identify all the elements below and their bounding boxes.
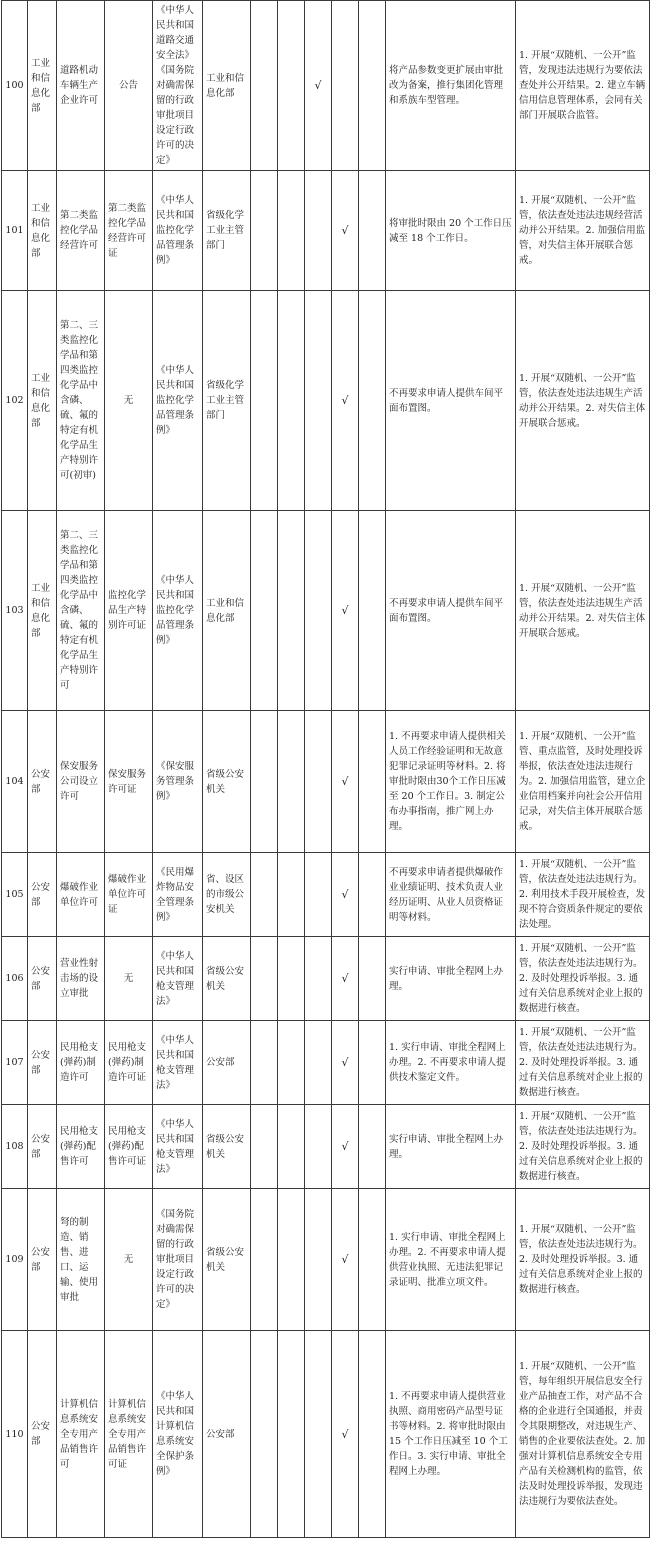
legal-basis-cell: 《中华人民共和国枪支管理法》 xyxy=(153,937,203,1021)
supervision-measure-cell: 1. 开展“双随机、一公开”监管，依法查处违法违规行为。2. 利用技术手段开展检查，发现不符合资质条件规定的要依法处理。 xyxy=(516,853,650,937)
reform-mode-empty-cell xyxy=(278,1105,305,1189)
department-cell: 工业和信息化部 xyxy=(28,291,57,511)
reform-mode-empty-cell xyxy=(251,937,278,1021)
reform-mode-check-mark: √ xyxy=(332,291,359,511)
supervision-measure-cell: 1. 开展“双随机、一公开”监管，每年组织开展信息安全行业产品抽查工作，对产品不合格的企业进行全国通报，并责令其限期整改，对违规生产、销售的企业要依法查处。2. 加强对计算机信息系统安全专用产品有关检测机构的监管，依法及时处理投诉举报，发现违法违规行为要依法查处。 xyxy=(516,1331,650,1538)
reform-mode-empty-cell xyxy=(305,1331,332,1538)
reform-mode-empty-cell xyxy=(359,171,386,291)
certificate-cell: 公告 xyxy=(105,1,153,171)
approval-authority-cell: 省级公安机关 xyxy=(203,1105,251,1189)
reform-mode-check-mark: √ xyxy=(332,1331,359,1538)
reform-mode-empty-cell xyxy=(251,1105,278,1189)
row-number: 110 xyxy=(2,1331,28,1538)
row-number: 105 xyxy=(2,853,28,937)
reform-mode-empty-cell xyxy=(305,711,332,853)
reform-mode-empty-cell xyxy=(332,1,359,171)
department-cell: 公安部 xyxy=(28,937,57,1021)
table-row xyxy=(2,511,650,711)
approval-authority-cell: 省级化学工业主管部门 xyxy=(203,291,251,511)
approval-authority-cell: 省、设区的市级公安机关 xyxy=(203,853,251,937)
reform-mode-empty-cell xyxy=(359,511,386,711)
table-row xyxy=(2,1021,650,1105)
reform-mode-empty-cell xyxy=(359,937,386,1021)
permit-item-cell: 计算机信息系统安全专用产品销售许可 xyxy=(57,1331,105,1538)
reform-mode-empty-cell xyxy=(278,171,305,291)
table-body xyxy=(2,1,650,1538)
reform-mode-empty-cell xyxy=(251,1331,278,1538)
reform-mode-empty-cell xyxy=(251,853,278,937)
table-row xyxy=(2,853,650,937)
approval-authority-cell: 工业和信息化部 xyxy=(203,511,251,711)
legal-basis-cell: 《保安服务管理条例》 xyxy=(153,711,203,853)
reform-measure-cell: 将产品参数变更扩展由审批改为备案，推行集团化管理和系族车型管理。 xyxy=(386,1,516,171)
reform-mode-empty-cell xyxy=(305,937,332,1021)
table-row xyxy=(2,1105,650,1189)
permit-item-cell: 第二、三类监控化学品和第四类监控化学品中含磷、硫、氟的特定有机化学品生产特别许可 xyxy=(57,511,105,711)
reform-mode-empty-cell xyxy=(278,1331,305,1538)
reform-mode-empty-cell xyxy=(251,1189,278,1331)
department-cell: 工业和信息化部 xyxy=(28,511,57,711)
reform-mode-empty-cell xyxy=(278,937,305,1021)
permit-item-cell: 第二类监控化学品经营许可 xyxy=(57,171,105,291)
table-row xyxy=(2,291,650,511)
supervision-measure-cell: 1. 开展“双随机、一公开”监管，依法查处违法违规行为。2. 及时处理投诉举报。3. 通过有关信息系统对企业上报的数据进行核查。 xyxy=(516,1189,650,1331)
reform-mode-empty-cell xyxy=(359,1,386,171)
table-row xyxy=(2,711,650,853)
reform-mode-empty-cell xyxy=(305,511,332,711)
approval-authority-cell: 省级公安机关 xyxy=(203,711,251,853)
row-number: 109 xyxy=(2,1189,28,1331)
permit-item-cell: 爆破作业单位许可 xyxy=(57,853,105,937)
reform-measure-cell: 不再要求申请人提供车间平面布置图。 xyxy=(386,291,516,511)
table-row xyxy=(2,937,650,1021)
reform-mode-check-mark: √ xyxy=(332,711,359,853)
supervision-measure-cell: 1. 开展“双随机、一公开”监管，依法查处违法违规生产活动并公开结果。2. 对失信主体开展联合惩戒。 xyxy=(516,511,650,711)
row-number: 103 xyxy=(2,511,28,711)
reform-mode-check-mark: √ xyxy=(332,937,359,1021)
reform-mode-empty-cell xyxy=(305,1189,332,1331)
reform-measure-cell: 不再要求申请者提供爆破作业业绩证明、技术负责人业经历证明、从业人员资格证明等材料。 xyxy=(386,853,516,937)
reform-mode-check-mark: √ xyxy=(332,171,359,291)
row-number: 107 xyxy=(2,1021,28,1105)
permit-item-cell: 民用枪支(弹药)制造许可 xyxy=(57,1021,105,1105)
reform-mode-empty-cell xyxy=(359,1105,386,1189)
reform-mode-empty-cell xyxy=(359,711,386,853)
supervision-measure-cell: 1. 开展“双随机、一公开”监管、重点监管，及时处理投诉举报，依法查处违法违规行为。2. 加强信用监管，建立企业信用档案并向社会公开信用记录，对失信主体开展联合惩戒。 xyxy=(516,711,650,853)
row-number: 100 xyxy=(2,1,28,171)
reform-mode-empty-cell xyxy=(278,853,305,937)
reform-mode-empty-cell xyxy=(251,1021,278,1105)
table-row xyxy=(2,1189,650,1331)
reform-mode-empty-cell xyxy=(278,1021,305,1105)
certificate-cell: 无 xyxy=(105,1189,153,1331)
reform-mode-check-mark: √ xyxy=(332,1021,359,1105)
table-row xyxy=(2,171,650,291)
reform-mode-empty-cell xyxy=(251,511,278,711)
permit-item-cell: 道路机动车辆生产企业许可 xyxy=(57,1,105,171)
department-cell: 公安部 xyxy=(28,1189,57,1331)
reform-mode-empty-cell xyxy=(359,853,386,937)
reform-mode-empty-cell xyxy=(251,1,278,171)
row-number: 104 xyxy=(2,711,28,853)
reform-mode-check-mark: √ xyxy=(332,1189,359,1331)
approval-authority-cell: 省级化学工业主管部门 xyxy=(203,171,251,291)
legal-basis-cell: 《中华人民共和国枪支管理法》 xyxy=(153,1021,203,1105)
reform-measure-cell: 1. 不再要求申请人提供相关人员工作经验证明和无故意犯罪记录证明等材料。2. 将审批时限由30个工作日压减至 20 个工作日。3. 制定公布办事指南，推广网上办理。 xyxy=(386,711,516,853)
reform-measure-cell: 实行申请、审批全程网上办理。 xyxy=(386,937,516,1021)
certificate-cell: 无 xyxy=(105,291,153,511)
permit-item-cell: 民用枪支(弹药)配售许可 xyxy=(57,1105,105,1189)
approval-authority-cell: 省级公安机关 xyxy=(203,937,251,1021)
reform-mode-empty-cell xyxy=(359,1021,386,1105)
legal-basis-cell: 《中华人民共和国计算机信息系统安全保护条例》 xyxy=(153,1331,203,1538)
reform-items-table xyxy=(1,0,650,1538)
supervision-measure-cell: 1. 开展“双随机、一公开”监管，依法查处违法违规行为。2. 及时处理投诉举报。3. 通过有关信息系统对企业上报的数据进行核查。 xyxy=(516,1021,650,1105)
approval-authority-cell: 公安部 xyxy=(203,1021,251,1105)
reform-mode-empty-cell xyxy=(305,171,332,291)
reform-mode-empty-cell xyxy=(278,291,305,511)
reform-mode-check-mark: √ xyxy=(332,511,359,711)
department-cell: 公安部 xyxy=(28,853,57,937)
reform-mode-empty-cell xyxy=(251,711,278,853)
supervision-measure-cell: 1. 开展“双随机、一公开”监管，依法查处违法违规行为。2. 及时处理投诉举报。3. 通过有关信息系统对企业上报的数据进行核查。 xyxy=(516,937,650,1021)
reform-mode-empty-cell xyxy=(359,291,386,511)
reform-measure-cell: 1. 不再要求申请人提供营业执照、商用密码产品型号证书等材料。2. 将审批时限由 15 个工作日压减至 10 个工作日。3. 实行申请、审批全程网上办理。 xyxy=(386,1331,516,1538)
reform-mode-empty-cell xyxy=(305,1105,332,1189)
permit-item-cell: 第二、三类监控化学品和第四类监控化学品中含磷、硫、氟的特定有机化学品生产特别许可(初审) xyxy=(57,291,105,511)
reform-mode-empty-cell xyxy=(251,171,278,291)
reform-mode-check-mark: √ xyxy=(332,853,359,937)
row-number: 106 xyxy=(2,937,28,1021)
legal-basis-cell: 《民用爆炸物品安全管理条例》 xyxy=(153,853,203,937)
certificate-cell: 监控化学品生产特别许可证 xyxy=(105,511,153,711)
certificate-cell: 保安服务许可证 xyxy=(105,711,153,853)
reform-measure-cell: 将审批时限由 20 个工作日压减至 18 个工作日。 xyxy=(386,171,516,291)
permit-item-cell: 保安服务公司设立许可 xyxy=(57,711,105,853)
permit-item-cell: 弩的制造、销售、进口、运输、使用审批 xyxy=(57,1189,105,1331)
reform-measure-cell: 实行申请、审批全程网上办理。 xyxy=(386,1105,516,1189)
reform-measure-cell: 不再要求申请人提供车间平面布置图。 xyxy=(386,511,516,711)
row-number: 102 xyxy=(2,291,28,511)
certificate-cell: 民用枪支(弹药)制造许可证 xyxy=(105,1021,153,1105)
approval-authority-cell: 省级公安机关 xyxy=(203,1189,251,1331)
row-number: 101 xyxy=(2,171,28,291)
legal-basis-cell: 《中华人民共和国监控化学品管理条例》 xyxy=(153,511,203,711)
approval-authority-cell: 工业和信息化部 xyxy=(203,1,251,171)
reform-mode-empty-cell xyxy=(251,291,278,511)
legal-basis-cell: 《中华人民共和国监控化学品管理条例》 xyxy=(153,291,203,511)
certificate-cell: 计算机信息系统安全专用产品销售许可证 xyxy=(105,1331,153,1538)
reform-mode-check-mark: √ xyxy=(305,1,332,171)
reform-mode-check-mark: √ xyxy=(332,1105,359,1189)
legal-basis-cell: 《中华人民共和国监控化学品管理条例》 xyxy=(153,171,203,291)
reform-mode-empty-cell xyxy=(305,1021,332,1105)
certificate-cell: 爆破作业单位许可证 xyxy=(105,853,153,937)
department-cell: 工业和信息化部 xyxy=(28,171,57,291)
reform-mode-empty-cell xyxy=(305,291,332,511)
legal-basis-cell: 《中华人民共和国道路交通安全法》《国务院对确需保留的行政审批项目设定行政许可的决定》 xyxy=(153,1,203,171)
legal-basis-cell: 《国务院对确需保留的行政审批项目设定行政许可的决定》 xyxy=(153,1189,203,1331)
reform-mode-empty-cell xyxy=(278,1,305,171)
reform-mode-empty-cell xyxy=(359,1331,386,1538)
approval-authority-cell: 公安部 xyxy=(203,1331,251,1538)
reform-measure-cell: 1. 实行申请、审批全程网上办理。2. 不再要求申请人提供技术鉴定文件。 xyxy=(386,1021,516,1105)
department-cell: 公安部 xyxy=(28,1331,57,1538)
legal-basis-cell: 《中华人民共和国枪支管理法》 xyxy=(153,1105,203,1189)
table-row xyxy=(2,1331,650,1538)
department-cell: 公安部 xyxy=(28,1105,57,1189)
permit-item-cell: 营业性射击场的设立审批 xyxy=(57,937,105,1021)
supervision-measure-cell: 1. 开展“双随机、一公开”监管，依法查处违法违规行为。2. 及时处理投诉举报。3. 通过有关信息系统对企业上报的数据进行核查。 xyxy=(516,1105,650,1189)
certificate-cell: 民用枪支(弹药)配售许可证 xyxy=(105,1105,153,1189)
table-row xyxy=(2,1,650,171)
certificate-cell: 无 xyxy=(105,937,153,1021)
supervision-measure-cell: 1. 开展“双随机、一公开”监管，依法查处违法违规生产活动并公开结果。2. 对失信主体开展联合惩戒。 xyxy=(516,291,650,511)
reform-mode-empty-cell xyxy=(305,853,332,937)
reform-mode-empty-cell xyxy=(278,711,305,853)
supervision-measure-cell: 1. 开展“双随机、一公开”监管，发现违法违规行为要依法查处并公开结果。2. 建立车辆信用信息管理体系，会同有关部门开展联合监管。 xyxy=(516,1,650,171)
supervision-measure-cell: 1. 开展“双随机、一公开”监管，依法查处违法违规经营活动并公开结果。2. 加强信用监管，对失信主体开展联合惩戒。 xyxy=(516,171,650,291)
reform-measure-cell: 1. 实行申请、审批全程网上办理。2. 不再要求申请人提供营业执照、无违法犯罪记录证明、批准立项文件。 xyxy=(386,1189,516,1331)
department-cell: 公安部 xyxy=(28,711,57,853)
reform-mode-empty-cell xyxy=(278,511,305,711)
department-cell: 公安部 xyxy=(28,1021,57,1105)
row-number: 108 xyxy=(2,1105,28,1189)
reform-mode-empty-cell xyxy=(359,1189,386,1331)
department-cell: 工业和信息化部 xyxy=(28,1,57,171)
reform-mode-empty-cell xyxy=(278,1189,305,1331)
certificate-cell: 第二类监控化学品经营许可证 xyxy=(105,171,153,291)
